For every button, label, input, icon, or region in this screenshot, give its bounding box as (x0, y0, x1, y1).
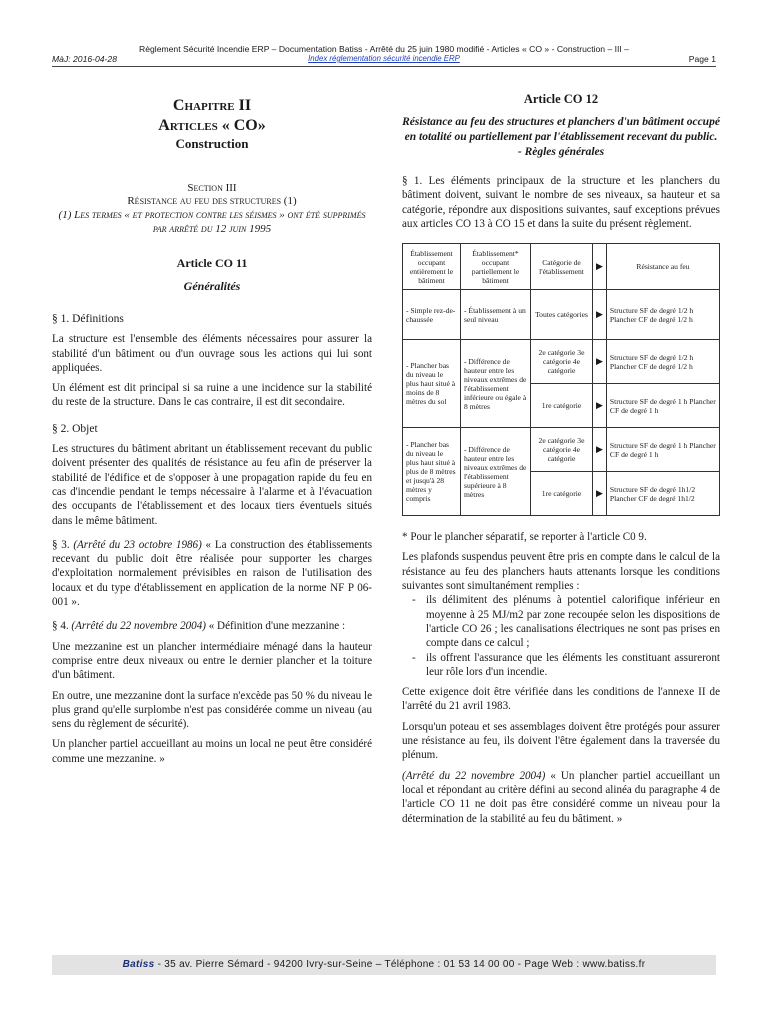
list-item: - ils offrent l'assurance que les éléments les constituant assureront leur rôle lors d'un incendie. (412, 651, 720, 680)
arrow-icon: ▶ (593, 384, 607, 428)
footer-contact: - 35 av. Pierre Sémard - 94200 Ivry-sur-Seine – Téléphone : 01 53 14 00 00 - Page Web : www.batiss.fr (154, 959, 646, 970)
table-cell: Structure SF de degré 1/2 h Plancher CF de degré 1/2 h (606, 290, 719, 340)
paragraph-1-text-a: La structure est l'ensemble des éléments nécessaires pour assurer la stabilité d'un bâtiment ou d'un ouvrage sous les actions qui lui sont appliquées. (52, 333, 372, 374)
table-row (403, 340, 720, 384)
arrow-icon: ▶ (593, 244, 607, 290)
paragraph-4-text-a: Une mezzanine est un plancher intermédiaire ménagé dans la hauteur comprise entre deux niveaux ou entre le dernier plancher et la toiture d'un bâtiment. (52, 640, 372, 682)
paragraph-3 (52, 538, 372, 609)
table-cell: - Différence de hauteur entre les niveaux extrêmes de l'établissement supérieure à 8 mètres (461, 428, 531, 516)
co12-paragraph-5-decree: (Arrêté du 22 novembre 2004) (402, 769, 546, 782)
page-header (0, 0, 768, 70)
table-cell: - Simple rez-de-chaussée (403, 290, 461, 340)
chapter-construction: Construction (175, 136, 249, 151)
paragraph-4-text: « Définition d'une mezzanine : (208, 620, 346, 633)
header-divider (52, 66, 716, 67)
co12-paragraph-4: Lorsqu'un poteau et ses assemblages doivent être protégés pour assurer une résistance au feu, ils doivent l'être également dans la traversée du plénum. (402, 720, 720, 762)
paragraph-2-heading: § 2. Objet (52, 422, 98, 435)
co12-paragraph-1: § 1. Les éléments principaux de la structure et les planchers du bâtiment doivent, suivant le nombre de ses niveaux, sa hauteur et sa catégorie, répondre aux dispositions suivantes, sauf exceptions prévues aux articles CO 13 à CO 15 et dans la suite du présent règlement. (402, 175, 720, 230)
table-cell: Toutes catégories (531, 290, 593, 340)
paragraph-4-text-b: En outre, une mezzanine dont la surface n'excède pas 50 % du niveau le plus grand qu'elle surplombe n'est pas considérée comme un niveau (au sens du règlement de sécurité). (52, 689, 372, 731)
paragraph-2-text: Les structures du bâtiment abritant un établissement recevant du public doivent présenter des qualités de résistance au feu afin de préserver la stabilité de l'édifice et de s'opposer à une propagation rapide du feu en cas d'incendie pendant le temps nécessaire à l'alarme et à l'évacuation des occupants de l'établissement et des locaux tiers éventuels situés dans le même bâtiment. (52, 443, 372, 527)
paragraph-1-text-b: Un élément est dit principal si sa ruine a une incidence sur la stabilité du reste de la structure. Dans le cas contraire, il est dit secondaire. (52, 382, 372, 409)
arrow-icon: ▶ (593, 340, 607, 384)
arrow-icon: ▶ (593, 472, 607, 516)
table-header-cell: Catégorie de l'établissement (531, 244, 593, 290)
left-column (52, 92, 372, 766)
table-header-cell: Établissement occupant entièrement le bâtiment (403, 244, 461, 290)
article-co12-title: Article CO 12 (523, 92, 599, 106)
table-cell: Structure SF de degré 1 h Plancher CF de degré 1 h (606, 428, 719, 472)
paragraph-4-text-c: Un plancher partiel accueillant au moins un local ne peut être considéré comme une mezzanine. » (52, 738, 372, 765)
paragraph-4 (52, 619, 372, 633)
article-co11-title: Article CO 11 (176, 256, 248, 270)
article-co11-subtitle: Généralités (183, 279, 241, 293)
table-cell: 2e catégorie 3e catégorie 4e catégorie (531, 428, 593, 472)
table-cell: Structure SF de degré 1/2 h Plancher CF de degré 1/2 h (606, 340, 719, 384)
table-cell: Structure SF de degré 1 h Plancher CF de degré 1 h (606, 384, 719, 428)
table-cell: - Différence de hauteur entre les niveaux extrêmes de l'établissement inférieure ou égale à 8 mètres (461, 340, 531, 428)
header-date: MàJ: 2016-04-28 (52, 54, 117, 64)
section-note: (1) Les termes « et protection contre les séismes » ont été supprimés par arrêté du 12 juin 1995 (58, 209, 366, 235)
table-cell: - Plancher bas du niveau le plus haut situé à plus de 8 mètres et jusqu'à 28 mètres y compris (403, 428, 461, 516)
arrow-icon: ▶ (593, 428, 607, 472)
table-cell: Structure SF de degré 1h1/2 Plancher CF de degré 1h1/2 (606, 472, 719, 516)
conditions-list (412, 593, 720, 679)
right-column (402, 92, 720, 826)
section-title: Résistance au feu des structures (1) (127, 195, 297, 207)
table-cell: - Plancher bas du niveau le plus haut situé à moins de 8 mètres du sol (403, 340, 461, 428)
paragraph-4-decree: (Arrêté du 22 novembre 2004) (71, 620, 206, 633)
section-number: Section III (187, 182, 237, 194)
article-co12-subtitle: Résistance au feu des structures et planchers d'un bâtiment occupé en totalité ou partiellement par l'établissement recevant du public. - Règles générales (402, 116, 720, 158)
co12-paragraph-2: Les plafonds suspendus peuvent être pris en compte dans le calcul de la résistance au feu des planchers hauts attenants lorsque les conditions suivantes sont simultanément remplies : (402, 551, 720, 593)
page-footer (52, 955, 716, 975)
table-header-cell: Établissement* occupant partiellement le bâtiment (461, 244, 531, 290)
list-item: - ils délimitent des plénums à potentiel calorifique inférieur en moyenne à 25 MJ/m2 par zone recoupée selon les dispositions de l'article CO 26 ; les canalisations électriques ne sont pas prises en compte dans ce calcul ; (412, 593, 720, 650)
paragraph-4-lead: § 4. (52, 620, 69, 633)
arrow-icon: ▶ (593, 290, 607, 340)
table-footnote: * Pour le plancher séparatif, se reporter à l'article C0 9. (402, 531, 647, 544)
table-row (403, 290, 720, 340)
table-cell: 2e catégorie 3e catégorie 4e catégorie (531, 340, 593, 384)
table-cell: 1re catégorie (531, 472, 593, 516)
paragraph-3-text: « La construction des établissements recevant du public doit être réalisée pour supporter les charges d'exploitation normalement prévisibles en raison de l'utilisation des locaux et du type d'établissement en application de la norme NF P 06-001 ». (52, 538, 373, 609)
header-title: Règlement Sécurité Incendie ERP – Documentation Batiss - Arrêté du 25 juin 1980 modifié - Articles « CO » - Construction – III – (139, 44, 629, 54)
fire-resistance-table (402, 243, 720, 516)
table-header-row (403, 244, 720, 290)
index-link[interactable]: Index réglementation sécurité incendie ERP (308, 54, 460, 63)
table-header-cell: Résistance au feu (606, 244, 719, 290)
paragraph-3-lead: § 3. (52, 538, 70, 551)
co12-paragraph-3: Cette exigence doit être vérifiée dans les conditions de l'annexe II de l'arrêté du 21 avril 1983. (402, 686, 720, 713)
co12-paragraph-5 (402, 769, 720, 826)
chapter-title: Chapitre II (172, 97, 252, 114)
table-cell: 1re catégorie (531, 384, 593, 428)
paragraph-1-heading: § 1. Définitions (52, 313, 124, 325)
table-cell: - Établissement à un seul niveau (461, 290, 531, 340)
page-number: Page 1 (688, 54, 716, 64)
co12-paragraph-5-text: « Un plancher partiel accueillant un local et répondant au critère défini au second alinéa du paragraphe 4 de l'article CO 11 ne doit pas être considéré comme un niveau pour la détermination de la stabilité au feu du bâtiment. » (402, 769, 721, 825)
chapter-articles: Articles « CO» (158, 117, 266, 134)
footer-brand: Batiss (122, 959, 155, 970)
table-row (403, 428, 720, 472)
paragraph-3-decree: (Arrêté du 23 octobre 1986) (73, 538, 202, 551)
